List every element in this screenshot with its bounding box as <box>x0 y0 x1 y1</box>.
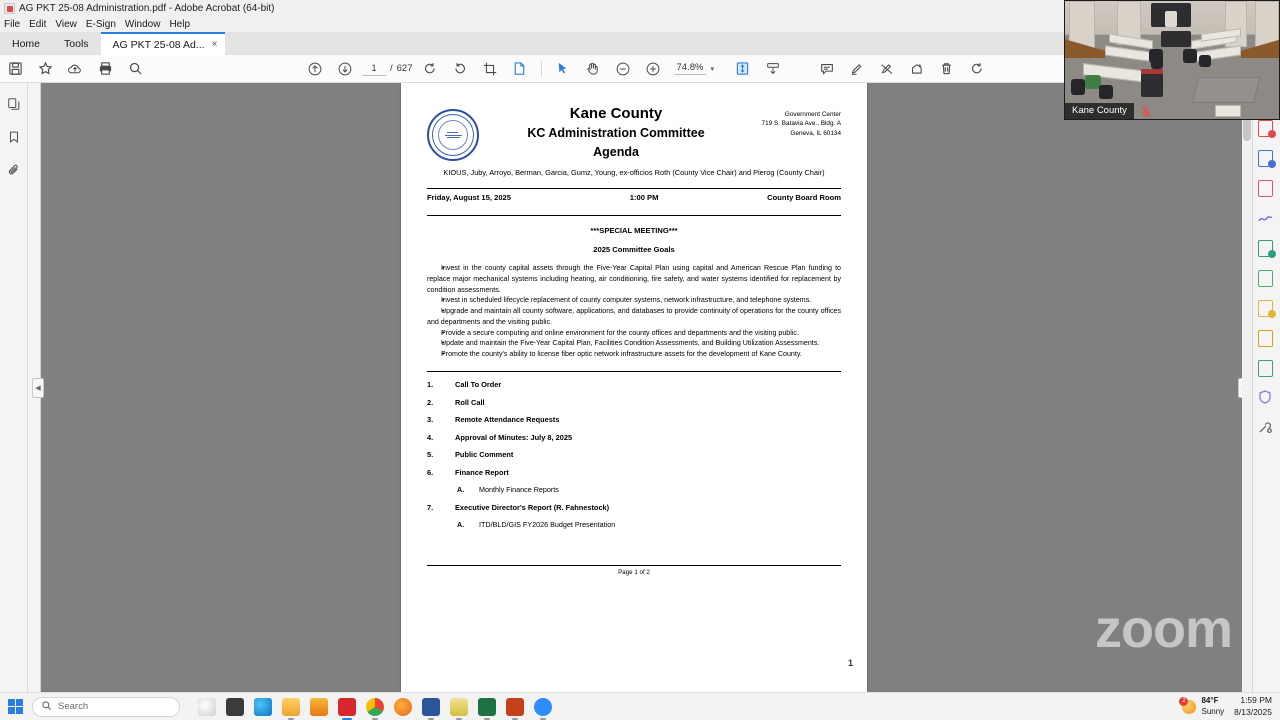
task-view-icon[interactable] <box>226 698 244 716</box>
agenda-subitem-text: Monthly Finance Reports <box>479 485 559 495</box>
agenda-item-number: 5. <box>427 450 434 460</box>
agenda-item <box>427 380 841 389</box>
close-icon[interactable]: × <box>211 39 218 50</box>
crop-icon[interactable] <box>475 55 505 83</box>
upload-to-cloud-icon[interactable] <box>60 55 90 83</box>
agenda-subitem <box>457 520 841 529</box>
agenda-subitem <box>457 485 841 494</box>
page-number-control <box>362 62 413 76</box>
left-navigation-rail <box>0 83 28 692</box>
search-placeholder: Search <box>58 701 89 712</box>
goal-item: • Promote the county's ability to license fiber optic network infrastructure assets for the development of Kane County. <box>427 349 841 360</box>
fill-and-sign-icon[interactable] <box>1257 209 1276 228</box>
page-footer: Page 1 of 2 <box>618 569 650 577</box>
goal-item: • Invest in the county capital assets through the Five-Year Capital Plan using capital and American Rescue Plan funding to replace major mechanical systems including heating, air conditioning, fire safety, and water systems identified for replacement by condition assessments. <box>427 263 841 295</box>
highlight-icon[interactable] <box>842 55 872 83</box>
zoom-watermark: zoom <box>1095 599 1232 659</box>
agenda-item-label: Roll Call <box>455 397 485 407</box>
protect-icon[interactable] <box>1257 389 1276 408</box>
agenda-item-label: Call To Order <box>455 380 502 390</box>
goal-item: • Invest in scheduled lifecycle replacement of county computer systems, network infrastructure, and telephone systems. <box>427 295 841 306</box>
tab-home[interactable]: Home <box>12 37 41 50</box>
agenda-divider <box>427 371 841 372</box>
agenda-item-label: Remote Attendance Requests <box>455 415 560 425</box>
system-clock[interactable] <box>1234 695 1272 718</box>
agenda-item <box>427 433 841 442</box>
add-comment-icon[interactable] <box>812 55 842 83</box>
tab-document[interactable] <box>101 32 226 55</box>
toolbar-divider <box>541 61 542 77</box>
menu-item-view[interactable]: View <box>55 19 77 30</box>
more-tools-icon[interactable] <box>1257 419 1276 438</box>
windows-taskbar <box>0 692 1280 720</box>
goal-item: • Update and maintain the Five-Year Capital Plan, Facilities Condition Assessments, and Building Utilization Assessments. <box>427 338 841 349</box>
notification-badge: 2 <box>1179 697 1188 706</box>
search-icon <box>41 698 52 716</box>
meeting-divider <box>427 215 841 216</box>
zoom-video-window[interactable] <box>1064 0 1280 120</box>
taskbar-right <box>1182 695 1280 718</box>
committee-goals-list <box>427 263 841 360</box>
menu-item-edit[interactable]: Edit <box>29 19 47 30</box>
zoom-out-icon[interactable] <box>608 55 638 83</box>
agenda-item <box>427 398 841 407</box>
edit-pdf-icon[interactable] <box>1257 149 1276 168</box>
organize-pages-icon[interactable] <box>1257 269 1276 288</box>
address-line-1: Government Center <box>784 111 841 118</box>
tab-tools[interactable]: Tools <box>64 37 89 50</box>
goal-item: • Upgrade and maintain all county software, applications, and databases to provide continuity of operations for the county offices and departments and the visiting public. <box>427 306 841 328</box>
menu-item-file[interactable]: File <box>4 19 21 30</box>
page-marker: 1 <box>847 658 853 668</box>
agenda-item <box>427 415 841 424</box>
microsoft-powerpoint-icon[interactable] <box>506 698 524 716</box>
bookmarks-icon[interactable] <box>7 130 21 149</box>
agenda-item-label: Approval of Minutes: July 8, 2025 <box>455 432 573 442</box>
meeting-date: Friday, August 15, 2025 <box>427 192 511 202</box>
agenda-item-number: 2. <box>427 397 434 407</box>
microsoft-edge-icon[interactable] <box>254 698 272 716</box>
weather-temperature: 84°F <box>1201 696 1219 706</box>
kane-county-seal-icon <box>427 109 479 161</box>
redact-icon[interactable] <box>1257 359 1276 378</box>
add-to-favorites-icon[interactable] <box>30 55 60 83</box>
document-type: Agenda <box>593 144 639 159</box>
goals-title: 2025 Committee Goals <box>593 244 675 254</box>
search-icon[interactable] <box>120 55 150 83</box>
menu-item-window[interactable]: Window <box>124 19 161 30</box>
sunny-weather-icon <box>1182 697 1196 714</box>
meeting-location: County Board Room <box>767 192 841 202</box>
weather-text <box>1201 696 1224 717</box>
agenda-subitem-letter: A. <box>457 485 465 495</box>
chevron-down-icon[interactable]: ▾ <box>710 65 714 73</box>
microphone-muted-icon <box>1141 105 1151 117</box>
delete-icon[interactable] <box>932 55 962 83</box>
goal-item: • Provide a secure computing and online environment for the county offices and departments and the visiting public. <box>427 328 841 339</box>
microsoft-excel-icon[interactable] <box>478 698 496 716</box>
weather-condition: Sunny <box>1201 706 1225 716</box>
clock-date: 8/13/2025 <box>1234 706 1272 717</box>
zoom-app-icon[interactable] <box>534 698 552 716</box>
fit-width-icon[interactable] <box>758 55 788 83</box>
meeting-time: 1:00 PM <box>629 192 659 202</box>
agenda-item-number: 6. <box>427 467 434 477</box>
agenda-item <box>427 503 841 512</box>
board-room-video-feed <box>1065 1 1279 119</box>
weather-widget[interactable] <box>1182 696 1224 717</box>
left-pane-collapse-handle[interactable]: ◀ <box>32 378 44 398</box>
document-header <box>427 105 841 161</box>
compress-pdf-icon[interactable] <box>1257 329 1276 348</box>
taskbar-app-icons <box>198 698 552 716</box>
taskbar-left <box>0 697 180 717</box>
window-title: AG PKT 25-08 Administration.pdf - Adobe Acrobat (64-bit) <box>19 3 275 14</box>
agenda-subitem-text: ITD/BLD/GIS FY2026 Budget Presentation <box>479 520 616 530</box>
vertical-scrollbar[interactable] <box>1242 83 1252 692</box>
menu-item-esign[interactable]: E-Sign <box>85 19 116 30</box>
notepad-icon[interactable] <box>450 698 468 716</box>
weather-widget-icon[interactable] <box>198 698 216 716</box>
create-pdf-icon[interactable] <box>1257 119 1276 138</box>
agenda-subitem-letter: A. <box>457 520 465 530</box>
attachments-icon[interactable] <box>7 163 21 182</box>
right-tools-rail <box>1252 83 1280 692</box>
select-tool-icon[interactable] <box>548 55 578 83</box>
agenda-item-number: 7. <box>427 502 434 512</box>
agenda-list <box>427 380 841 529</box>
google-chrome-icon[interactable] <box>366 698 384 716</box>
windows-start-icon[interactable] <box>8 699 23 714</box>
acrobat-app-icon <box>4 3 15 14</box>
rotate-clockwise-icon[interactable] <box>415 55 445 83</box>
government-address <box>753 105 841 138</box>
fit-page-icon[interactable] <box>728 55 758 83</box>
undo-icon[interactable] <box>962 55 992 83</box>
stamp-icon[interactable] <box>902 55 932 83</box>
menu-item-help[interactable]: Help <box>169 19 191 30</box>
rotate-counterclockwise-icon[interactable] <box>445 55 475 83</box>
zoom-in-icon[interactable] <box>638 55 668 83</box>
page-view-icon[interactable] <box>505 55 535 83</box>
footer-divider <box>427 565 841 566</box>
agenda-item-label: Executive Director's Report (R. Fahnestock) <box>455 502 610 512</box>
print-icon[interactable] <box>90 55 120 83</box>
agenda-item-label: Public Comment <box>455 450 514 460</box>
agenda-item-label: Finance Report <box>455 467 509 477</box>
page-total: 627 <box>396 63 413 74</box>
comment-tool-icon[interactable] <box>1257 239 1276 258</box>
clock-time: 1:59 PM <box>1240 695 1272 706</box>
export-pdf-icon[interactable] <box>1257 179 1276 198</box>
agenda-item <box>427 450 841 459</box>
header-titles <box>479 105 753 161</box>
combine-files-icon[interactable] <box>1257 299 1276 318</box>
vlc-media-player-icon[interactable] <box>310 698 328 716</box>
microsoft-word-icon[interactable] <box>422 698 440 716</box>
zoom-level-control[interactable] <box>674 62 714 75</box>
next-page-icon[interactable] <box>330 55 360 83</box>
committee-members: KIOUS, Juby, Arroyo, Berman, Garcia, Gumz, Young, ex-officios Roth (County Vice Chair) and Pierog (County Chair) <box>443 168 825 178</box>
toolbar-navigation-group <box>300 55 535 83</box>
special-meeting-notice: ***SPECIAL MEETING*** <box>590 225 678 235</box>
toolbar-file-group <box>0 55 150 83</box>
page-number-input[interactable] <box>362 62 386 76</box>
save-icon[interactable] <box>0 55 30 83</box>
tab-document-label: AG PKT 25-08 Ad... <box>112 38 205 51</box>
file-explorer-icon[interactable] <box>282 698 300 716</box>
toolbar-view-group <box>548 55 714 83</box>
document-workspace <box>28 83 1252 692</box>
adobe-acrobat-icon[interactable] <box>338 698 356 716</box>
agenda-item-number: 1. <box>427 380 434 390</box>
page-thumbnails-icon[interactable] <box>7 97 21 116</box>
page-separator: / <box>390 63 393 74</box>
draw-icon[interactable] <box>872 55 902 83</box>
mozilla-firefox-icon[interactable] <box>394 698 412 716</box>
toolbar-annotation-group <box>812 55 992 83</box>
agenda-item <box>427 468 841 477</box>
address-line-2: 719 S. Batavia Ave., Bldg. A <box>761 120 841 128</box>
hand-tool-icon[interactable] <box>578 55 608 83</box>
agenda-item-number: 4. <box>427 432 434 442</box>
search-input[interactable] <box>32 697 180 717</box>
pdf-page[interactable] <box>401 83 867 692</box>
toolbar-fit-group <box>728 55 788 83</box>
previous-page-icon[interactable] <box>300 55 330 83</box>
address-line-3: Geneva, IL 60134 <box>790 129 841 137</box>
participant-name-label: Kane County <box>1065 103 1134 119</box>
meeting-details <box>427 189 841 206</box>
agenda-item-number: 3. <box>427 415 434 425</box>
committee-name: KC Administration Committee <box>527 125 705 140</box>
county-name: Kane County <box>569 105 663 122</box>
zoom-level-value: 74.8% <box>674 62 707 75</box>
